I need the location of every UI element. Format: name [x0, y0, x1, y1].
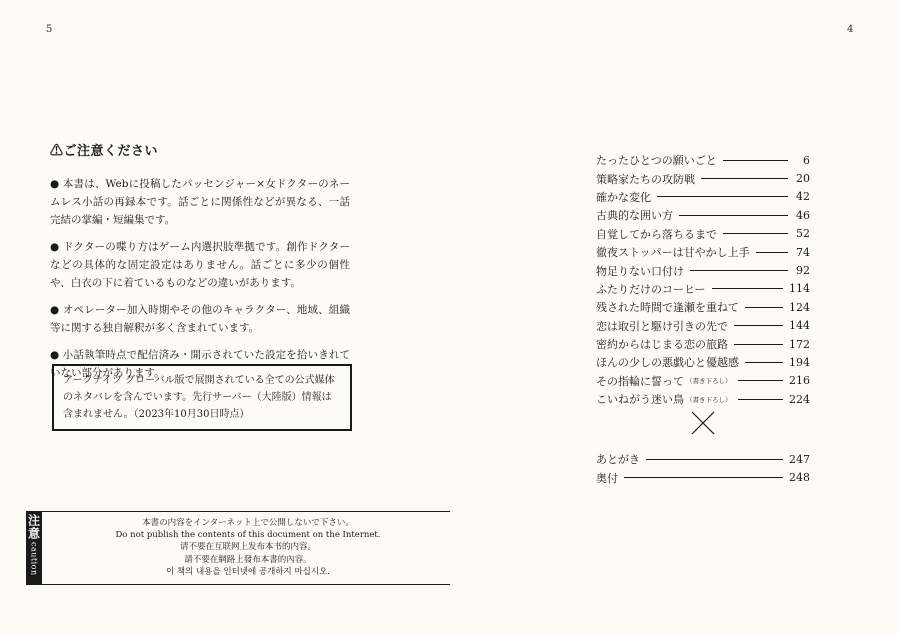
caution-tab-kanji: 注意: [26, 514, 41, 540]
toc-entry-title: あとがき: [596, 453, 640, 467]
toc-entry-page: 194: [789, 355, 810, 369]
toc-entry-page: 92: [796, 264, 810, 278]
toc-entry: [596, 450, 810, 468]
toc-leader-line: [745, 307, 783, 308]
toc-entry-title: 自覚してから落ちるまで: [596, 227, 717, 241]
toc-entry-title: こいねがう迷い鳥: [596, 393, 684, 407]
toc-entry-title: ほんの少しの悪戯心と優越感: [596, 356, 739, 370]
caution-line-ja: 本書の内容をインターネット上で公開しないで下さい。: [142, 518, 354, 528]
toc-leader-line: [756, 252, 788, 253]
toc-leader-line: [745, 362, 783, 363]
toc-entry-page: 172: [789, 337, 810, 351]
toc-entry-page: 46: [796, 208, 810, 222]
toc-entry: [596, 261, 810, 279]
toc-leader-line: [690, 270, 788, 271]
note-item: ● ドクターの喋り方はゲーム内選択肢準拠です。創作ドクターなどの具体的な固定設定はありません。話ごとに多少の個性や、白衣の下に着ているものなどの違いがあります。: [50, 241, 350, 289]
toc-entry-title: 古典的な囲い方: [596, 209, 673, 223]
caution-line-en: Do not publish the contents of this document on the Internet.: [115, 530, 381, 541]
left-page-number: 5: [46, 24, 53, 35]
spoiler-notice-box: アークナイツ グローバル版で展開されている全ての公式媒体のネタバレを含んでいます。先行サーバー（大陸版）情報は含まれません。（2023年10月30日時点）: [52, 364, 352, 431]
toc-entry-title: 確かな変化: [596, 190, 651, 204]
toc-entry-title: 策略家たちの攻防戦: [596, 172, 695, 186]
toc-entry-page: 74: [796, 245, 810, 259]
toc-leader-line: [679, 215, 788, 216]
toc-entry-page: 247: [789, 452, 810, 466]
toc-entry: [596, 188, 810, 206]
toc-entry: [596, 151, 810, 169]
toc-entry-title: 徹夜ストッパーは甘やかし上手: [596, 246, 750, 260]
toc-entry: [596, 225, 810, 243]
toc-entry: [596, 317, 810, 335]
toc-entry-page: 216: [789, 374, 810, 388]
cross-divider-icon: [690, 410, 716, 436]
toc-leader-line: [723, 160, 788, 161]
toc-entry: [596, 243, 810, 261]
toc-entry-title: 恋は取引と駆け引きの先で: [596, 319, 728, 333]
toc-entry-page: 144: [789, 319, 810, 333]
toc-entry-tag: （書き下ろし）: [686, 395, 732, 404]
toc-entry-page: 42: [796, 190, 810, 204]
toc-entry-page: 52: [796, 227, 810, 241]
toc-leader-line: [657, 196, 788, 197]
toc-entry-page: 6: [803, 153, 810, 167]
toc-entry-title: その指輪に誓って: [596, 374, 684, 388]
toc-entry-page: 124: [789, 300, 810, 314]
caution-line-zh-hans: 请不要在互联网上发布本书的内容。: [179, 542, 316, 553]
toc-entry-title: 残された時間で逢瀬を重ねて: [596, 301, 739, 315]
caution-line-ko: 이 책의 내용을 인터넷에 공개하지 마십시오.: [165, 566, 330, 577]
toc-entry: [596, 468, 810, 486]
note-item: ● オペレーター加入時期やその他のキャラクター、地域、組織等に関する独自解釈が多く含まれています。: [50, 304, 350, 334]
right-page-number: 4: [847, 24, 854, 35]
toc-leader-line: [738, 399, 784, 400]
toc-leader-line: [712, 288, 783, 289]
back-matter-contents: [596, 450, 810, 487]
caution-statements: [56, 517, 440, 578]
toc-leader-line: [734, 344, 783, 345]
table-of-contents: [596, 151, 810, 408]
toc-entry-title: ふたりだけのコーヒー: [596, 282, 706, 296]
toc-leader-line: [624, 477, 783, 478]
toc-leader-line: [734, 325, 783, 326]
caution-tab: [26, 512, 42, 584]
note-item: ● 本書は、Webに投稿したパッセンジャー×女ドクターのネームレス小話の再録本です。話ごとに関係性などが異なる、一話完結の掌編・短編集です。: [50, 178, 350, 226]
note-item: ● 小話執筆時点で配信済み・開示されていた設定を拾いきれていない部分があります。: [50, 349, 350, 379]
toc-leader-line: [738, 380, 784, 381]
toc-entry-title: 物足りない口付け: [596, 264, 684, 278]
toc-entry: [596, 169, 810, 187]
toc-entry: [596, 372, 810, 390]
toc-leader-line: [646, 459, 783, 460]
toc-entry: [596, 353, 810, 371]
toc-entry-title: 密約からはじまる恋の旅路: [596, 338, 728, 352]
toc-entry: [596, 298, 810, 316]
caution-notes: [50, 140, 350, 391]
toc-leader-line: [723, 233, 788, 234]
caution-tab-english: caution: [29, 542, 39, 576]
toc-entry-page: 248: [789, 471, 810, 485]
caution-band: [26, 511, 450, 585]
toc-entry: [596, 280, 810, 298]
toc-entry: [596, 335, 810, 353]
toc-entry-title: 奥付: [596, 471, 618, 485]
toc-entry: [596, 206, 810, 224]
caution-line-zh-hant: 請不要在網路上發布本書的內容。: [184, 554, 312, 565]
toc-entry-page: 114: [789, 282, 810, 296]
toc-entry-page: 20: [796, 172, 810, 186]
toc-leader-line: [701, 178, 788, 179]
toc-entry: [596, 390, 810, 408]
toc-entry-page: 224: [789, 392, 810, 406]
toc-entry-title: たったひとつの願いごと: [596, 154, 717, 168]
toc-entry-tag: （書き下ろし）: [686, 377, 732, 386]
notes-title: ⚠ご注意ください: [50, 144, 159, 159]
